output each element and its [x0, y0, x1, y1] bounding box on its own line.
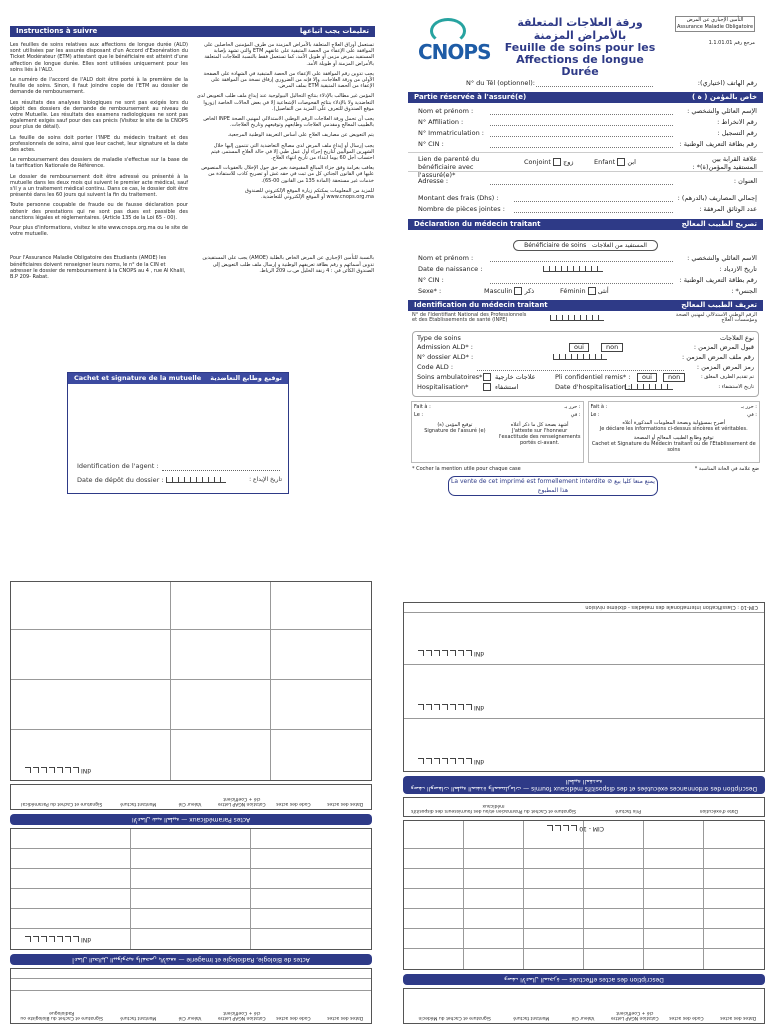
actes-col-code: Code des actes	[669, 1015, 704, 1020]
benef-nom-field[interactable]	[490, 261, 673, 262]
ord-col-signature: Signature et Cachet du Pharmacien et/ou des fournisseurs des dispositifs médicaux	[411, 803, 576, 813]
benef-naissance-boxes[interactable]	[543, 266, 603, 272]
actes-col-montant: Montant facturé	[513, 1015, 550, 1020]
benef-nom-row	[408, 253, 763, 264]
lien-label-ar: علاقة القرابة بين المستفيد والمؤمن(ة)* :	[692, 155, 757, 171]
enfant-option	[594, 157, 636, 168]
pieces-label: Nombre de pièces jointes :	[418, 205, 505, 213]
para-section-title-fr: Actes Paramédicaux	[189, 816, 251, 823]
sale-prohibited-ar: يمنع منعا كليا بيع هذا المطبوع	[537, 478, 655, 494]
date-hosp-boxes[interactable]	[625, 384, 673, 390]
depot-date-boxes[interactable]	[166, 477, 226, 483]
actes-col-cotation: Cotation NGAP Lettre clé + Coefficient	[610, 1010, 659, 1020]
masculin-label-ar: ذكر	[524, 287, 535, 295]
sale-prohibited-fr: La vente de cet imprimé est formellement interdite	[451, 478, 606, 485]
ordonnances-table-header	[404, 802, 764, 814]
benef-nom-label-ar: الاسم العائلي والشخصي :	[687, 254, 757, 262]
bio-col-montant: Montant facturé	[120, 1015, 157, 1020]
tel-row	[408, 78, 763, 89]
bio-section-title-fr: Actes de Biologie, Radiologie et Imagerie	[186, 956, 310, 963]
date-hosp-label-ar: تاريخ الاستشفاء :	[718, 384, 754, 390]
footnote-row	[408, 466, 763, 472]
bio-col-valeur: Valeur Clé	[178, 1015, 202, 1020]
enfant-label-ar: ابن	[627, 158, 636, 166]
type-soins-box	[412, 331, 759, 397]
benef-cin-row	[408, 275, 763, 286]
lien-label: Lien de parenté du bénéficiaire avec l'assuré(e)*	[418, 155, 480, 179]
bio-section-title-ar: أعمال التحاليل البيولوجية والفحص بالأشعة	[72, 956, 177, 963]
code-ald-label-ar: رمز المرض المزمن :	[696, 363, 754, 371]
medecin-signature-box[interactable]	[588, 401, 761, 463]
instruction-ar-5: يتم التعويض عن مصاريف العلاج على أساس التعريفة الوطنية المرجعية.	[227, 132, 374, 139]
ambulatoire-row	[417, 372, 754, 382]
benef-cin-label: N° CIN :	[418, 276, 444, 284]
assure-cin-row	[408, 139, 763, 150]
instruction-fr-5: Le remboursement des dossiers de maladie s'effectue sur la base de la tarification Nationale de Référence.	[10, 157, 188, 170]
agent-label: Identification de l'agent :	[77, 462, 159, 470]
actes-section-title-ar: وصف الأعمال المنجزة	[504, 976, 560, 983]
bio-col-dates: Dates des actes	[327, 1015, 364, 1020]
fait-a-label-med: Fait à :	[590, 404, 608, 410]
ord-dni-label-2: dNI	[474, 704, 485, 711]
ord-dni-label-1: dNI	[474, 758, 485, 765]
form-title	[500, 16, 660, 78]
ident-section-title-fr: Identification du médecin traitant	[414, 301, 548, 309]
code-ald-field[interactable]	[477, 370, 684, 371]
feminin-checkbox[interactable]	[588, 287, 596, 295]
assure-affiliation-label: N° Affiliation :	[418, 118, 464, 126]
instruction-ar-1: تستعمل أوراق العلاج المتعلقة بالأمراض المزمنة من طرف المؤمنين الحاصلين على الموافقة على الإعفاء من الحصة المتبقية على عاتقهم ETM والتي تشهد بإصابة المستفيد بمرض مزمن أو طويل الأمد، كما تستعمل فقط بالنسبة للعلاجات المتعلقة بالأمراض المزمنة أو طويلة الأمد.	[203, 42, 374, 67]
montant-label: Montant des frais (Dhs) :	[418, 194, 499, 202]
back-page-right	[403, 574, 765, 1024]
ord-dni-label-3: dNI	[474, 650, 485, 657]
ident-section-header	[408, 300, 763, 311]
form-title-ar: ورقة العلاجات المتعلقة بالأمراض المزمنة	[517, 16, 643, 42]
assure-section-header	[408, 92, 763, 103]
assure-immatriculation-field[interactable]	[490, 136, 673, 137]
benef-nom-label: Nom et prénom :	[418, 254, 474, 262]
le-label: Le :	[414, 412, 424, 418]
inpe-label: N° de l'Identifiant National des Professionnels et des Etablissements de santé (INPE)	[412, 312, 527, 323]
instruction-fr-6: Le dossier de remboursement doit être adressé ou présenté à la mutuelle dans les deux mois qui suivent le premier acte médical, sauf s'il y a un traitement médical continu. Dans ce cas, le dossier doit être présenté dans les 60 jours qui suivent la fin du traitement.	[10, 173, 188, 199]
assure-nom-row	[408, 106, 763, 117]
assure-signature-box[interactable]	[411, 401, 584, 463]
form-header	[408, 12, 763, 78]
benef-sexe-row	[408, 286, 763, 297]
type-soins-header	[417, 334, 754, 342]
actes-section-title-fr: Description des actes effectués	[569, 976, 664, 983]
instructions-title-fr: Instructions à suivre	[16, 27, 98, 35]
assure-section-title-fr: Partie réservée à l'assuré(e)	[414, 93, 527, 101]
dossier-ald-boxes[interactable]	[553, 354, 607, 360]
code-ald-label: Code ALD :	[417, 363, 454, 371]
type-soins-label: Type de soins	[417, 334, 461, 342]
assure-section-title-ar: خاص بالمؤمن ( ة )	[692, 93, 757, 101]
tel-label: N° du Tél (optionnel):	[466, 79, 535, 87]
tel-label-ar: رقم الهاتف (اختياري):	[697, 79, 757, 87]
ambulatoire-checkbox[interactable]	[483, 373, 491, 381]
bio-dni-label: dNI	[81, 936, 92, 943]
beneficiaire-pill	[513, 240, 658, 251]
assure-immatriculation-label-ar: رقم التسجيل :	[717, 129, 757, 137]
no-sale-icon: ⊘	[607, 478, 613, 485]
signatures-row	[408, 401, 763, 463]
ord-col-prix: Prix facturé	[615, 808, 642, 813]
para-table-header	[11, 795, 371, 807]
bio-col-signature: Signature et Cachet du Biologiste ou Radiologue	[20, 1010, 103, 1020]
assure-nom-label-ar: الإسم العائلي والشخصي :	[687, 107, 757, 115]
para-section-header: Actes Paramédicaux — الأعمال شبه الطبية	[10, 814, 372, 825]
pli-label-ar: تم تقديم الظرف المغلق :	[700, 374, 754, 380]
hospitalisation-label: Hospitalisation*	[417, 383, 469, 391]
bio-dni-field[interactable]	[25, 936, 91, 943]
adresse-label-ar: العنوان :	[733, 177, 757, 185]
benef-naissance-row	[408, 264, 763, 275]
type-soins-label-ar: نوع العلاجات	[719, 334, 754, 342]
instruction-fr-1: Les feuilles de soins relatives aux affections de longue durée (ALD) sont utilisées par les assurés disposant d'un Accord d'Exonération du Ticket Modérateur (ETM) attestant que le bénéficiaire est atteint d'une affection de longue durée. Elles sont utilisées uniquement pour les soins liés à l'ALD.	[10, 42, 188, 73]
assure-affiliation-label-ar: رقم الانخراط :	[717, 118, 757, 126]
sig-assure-ar: توقيع المؤمن (ة)	[437, 422, 473, 428]
instruction-fr-2: Le numéro de l'accord de l'ALD doit être porté à la première de la feuille de soins. Sinon, il faut joindre copie de l'ETM au dossier de demande de remboursement.	[10, 77, 188, 96]
medecin-section-title-fr: Déclaration du médecin traitant	[414, 220, 541, 228]
instruction-fr-7: Toute personne coupable de fraude ou de fausse déclaration pour obtenir des prestations qui ne sont pas dues est passible des sanctions légales et réglementaires. (Article 135 de la Loi 65 - 00).	[10, 202, 188, 221]
instruction-ar-2: يجب تدوين رقم الموافقة على الإعفاء من الحصة المتبقية في الشهادة على الصفحة الأولى من ورقة العلاجات، وإلا فإنه من الضروري إرفاق نسخة من الموافقة على الإعفاء من الحصة المتبقية ETM بملف المرض.	[203, 70, 374, 90]
instruction-ar-4: يجب أن تحمل ورقة العلاجات الرقم الوطني الاستدلالي لمهنيي الصحة INPE الخاص بالطبيب المعالج ومقدمي العلاجات وطابعهم وتوقيعهم وتاريخ العلاجات.	[203, 116, 374, 129]
declare-fr: Je déclare les informations ci-dessus sincères et véritables.	[599, 426, 748, 432]
depot-label: Date de dépôt du dossier :	[77, 476, 164, 484]
masculin-option	[484, 286, 534, 297]
instructions-section	[10, 26, 375, 280]
montant-label-ar: إجمالي المصاريف (بالدرهم) :	[677, 194, 757, 202]
back-page-left	[10, 574, 372, 1024]
inpe-label-ar: الرقم الوطني الاستدلالي لمهنيي الصحة ومؤسسات العلاج	[675, 312, 757, 323]
ambulatoire-label-ar: علاجات خارجية	[495, 373, 536, 381]
instruction-ar-3: المؤمن غير مطالب بالإدلاء بنتائج التحاليل البيولوجية عند إيداع ملف طلب التعويض لدى التعاضدية ولا بالإدلاء بنتائج الفحوصات الإشعاعية إلا في بعض الحالات الخاصة (زوروا موقع الصندوق للتعرف على المزيد من التفاصيل).	[196, 93, 374, 112]
sale-prohibited-notice	[448, 476, 658, 496]
para-table	[10, 784, 372, 810]
form-title-fr: Feuille de soins pour les Affections de longue Durée	[504, 41, 656, 78]
assure-immatriculation-label: N° Immatriculation :	[418, 129, 484, 137]
adresse-label: Adresse :	[418, 177, 449, 185]
amoe-note	[10, 255, 375, 280]
instruction-fr-8: Pour plus d'informations, visitez le site www.cnops.org.ma ou le site de votre mutuelle.	[10, 225, 188, 238]
actes-grid	[403, 820, 765, 970]
montant-row	[408, 193, 763, 204]
cachet-med-ar: توقيع وطابع الطبيب المعالج أو المصحة	[633, 435, 714, 441]
assure-affiliation-row	[408, 117, 763, 128]
cnops-logo-text: CNOPS	[418, 40, 491, 64]
ord-dni-field-1[interactable]	[418, 758, 484, 765]
amoe-note-fr: Pour l'Assurance Maladie Obligatoire des Etudiants (AMOE) les bénéficiaires doivent renseigner leurs noms, le n° de la CIN et adresser le dossier de remboursement à la CNOPS au 4 , rue Al Khalil, B.P 209- Rabat.	[10, 255, 186, 281]
feminin-option	[560, 286, 609, 297]
depot-label-ar: تاريخ الإيداع :	[249, 476, 282, 483]
le-label-ar: في :	[570, 412, 581, 418]
hospitalisation-label-ar: استشفاء	[495, 383, 519, 391]
para-col-montant: Montant facturé	[120, 801, 157, 806]
fait-a-label-med-ar: حرر بـ :	[741, 404, 757, 410]
instruction-fr-4: La feuille de soins doit porter l'INPE du médecin traitant et des professionnels de soins, ainsi que leur cachet, leur signature et la date des actes.	[10, 134, 188, 154]
pieces-field[interactable]	[514, 212, 673, 213]
actes-table	[403, 988, 765, 1024]
feminin-label: Féminin	[560, 287, 586, 295]
pli-non[interactable]: non	[663, 373, 685, 382]
mutuelle-stamp-title-fr: Cachet et signature de la mutuelle	[74, 374, 202, 382]
cnops-logo	[414, 18, 494, 68]
admission-oui[interactable]: oui	[569, 343, 589, 352]
instructions-title-ar: تعليمات يجب اتباعها	[299, 27, 369, 35]
bio-col-cotation: Cotation NGAP Lettre clé + Coefficient	[217, 1010, 266, 1020]
conjoint-label: Conjoint	[524, 158, 551, 166]
mutuelle-stamp-header	[68, 373, 288, 384]
montant-field[interactable]	[514, 201, 673, 202]
instruction-ar-7: يعاقب بغرامة وفق جزاء المبالغ المقبوضة بغير حق حول الإخلال بالعقوبات المنصوص عليها في القانون الجنائي كل من ثبت في حقه غش أو تصريح كاذب للاستفادة من خدمات غير مستحقة (المادة 135 من القانون 00-65).	[201, 165, 374, 184]
fait-a-label-ar: حرر بـ :	[564, 404, 581, 410]
actes-table-header	[404, 1009, 764, 1021]
assure-cin-field[interactable]	[490, 147, 673, 148]
attest-ar: أشهد بصحة كل ما ذكر أعلاه	[510, 422, 569, 428]
agent-field[interactable]	[162, 470, 280, 471]
ord-dni-field-3[interactable]	[418, 650, 484, 657]
date-hosp-label: Date d'hospitalisation :	[555, 383, 631, 391]
form-body	[408, 78, 763, 472]
instructions-ar	[196, 42, 374, 241]
hospitalisation-checkbox[interactable]	[483, 383, 491, 391]
enfant-checkbox[interactable]	[617, 158, 625, 166]
code-ald-row	[417, 362, 754, 372]
tel-field[interactable]	[536, 86, 653, 87]
inpe-row	[408, 311, 763, 325]
actes-col-signature: Signature et Cachet du Médecin	[418, 1015, 491, 1020]
inpe-boxes[interactable]	[550, 315, 604, 321]
amo-stamp-fr: Assurance Maladie Obligatoire	[676, 24, 754, 30]
form-code: 1.1.01.01 مرجع رقم	[708, 40, 755, 46]
benef-sexe-label: Sexe* :	[418, 287, 442, 295]
admission-row	[417, 342, 754, 352]
feminin-label-ar: أنثى	[597, 287, 609, 295]
instructions-fr	[10, 42, 188, 241]
mutuelle-stamp-title-ar: توقيع وطابع التعاضدية	[210, 374, 282, 382]
benef-sexe-label-ar: الجنس* :	[731, 287, 757, 295]
benef-naissance-label: Date de naissance :	[418, 265, 483, 273]
benef-cin-label-ar: رقم بطاقة التعريف الوطنية :	[679, 276, 757, 284]
dossier-ald-label-ar: رقم ملف المرض المزمن :	[682, 353, 754, 361]
declare-ar: أصرح بمسؤولية وبصحة المعلومات المذكورة أعلاه	[622, 420, 726, 426]
instruction-ar-6: يجب إرسال أو إيداع ملف المرض لدى مصالح التعاضدية التي تنتمون إليها خلال الشهرين المواليين لتاريخ إجراء أول عمل طبي إلا في حالة العلاج المستمر، فيتم احتساب أجل 60 يوما ابتداء من تاريخ انتهاء العلاج.	[210, 142, 374, 162]
para-section-title-ar: الأعمال شبه الطبية	[131, 816, 180, 823]
ordonnances-table	[403, 797, 765, 817]
conjoint-checkbox[interactable]	[553, 158, 561, 166]
adresse-field[interactable]	[490, 184, 673, 185]
assure-nom-label: Nom et prénom :	[418, 107, 474, 115]
amo-stamp	[675, 16, 755, 32]
amo-stamp-ar: التأمين الإجباري عن المرض	[686, 17, 744, 23]
para-dni-block	[10, 581, 372, 781]
cachet-med-fr: Cachet et Signature du Médecin traitant ou de l'Etablissement de soins	[591, 441, 756, 453]
pli-label: Pli confidentiel remis* :	[555, 373, 631, 381]
benef-cin-field[interactable]	[490, 283, 673, 284]
ord-col-exec: Date d'exécution	[699, 808, 738, 813]
admission-non[interactable]: non	[601, 343, 623, 352]
instruction-fr-3: Les résultats des analyses biologiques ne sont pas exigés lors du dépôt des dossiers de demande de remboursement au niveau de votre Mutuelle. Les résultats des examens radiologiques ne sont pas également exigés sauf pour des cas précis (Visitez le site de la CNOPS pour plus de détail).	[10, 99, 188, 131]
ordonnances-dni-block	[403, 602, 765, 772]
fait-a-label: Fait à :	[414, 404, 431, 410]
para-col-code: Code des actes	[276, 801, 311, 806]
mutuelle-stamp-box	[67, 372, 289, 494]
ambulatoire-label: Soins ambulatoires*	[417, 373, 483, 381]
le-label-med-ar: في :	[747, 412, 757, 418]
bio-col-code: Code des actes	[276, 1015, 311, 1020]
benef-naissance-label-ar: تاريخ الازدياد :	[719, 265, 757, 273]
ident-section-title-ar: تعريف الطبيب المعالج	[681, 301, 757, 309]
admission-label-ar: قبول المرض المزمن :	[693, 343, 754, 351]
pieces-row	[408, 204, 763, 215]
pli-oui[interactable]: oui	[637, 373, 657, 382]
para-dni-label: dNI	[81, 767, 92, 774]
medecin-section-header	[408, 219, 763, 230]
cim-note: CIM-10 : Classification internationale des maladies - dixième révision	[585, 604, 758, 611]
footnote-coche-ar: * ضع علامة في الخانة المناسبة	[694, 466, 759, 472]
bio-section-header: Actes de Biologie, Radiologie et Imagerie — أعمال التحاليل البيولوجية والفحص بالأشعة	[10, 954, 372, 965]
assure-nom-field[interactable]	[490, 114, 673, 115]
beneficiaire-pill-ar: المستفيد من العلاجات	[591, 242, 647, 249]
actes-col-valeur: Valeur Clé	[571, 1015, 595, 1020]
masculin-label: Masculin	[484, 287, 513, 295]
cim-field[interactable]	[547, 825, 604, 832]
assure-cin-label-ar: رقم بطاقة التعريف الوطنية :	[679, 140, 757, 148]
bio-table	[10, 968, 372, 1024]
le-label-med: Le :	[590, 412, 600, 418]
conjoint-option	[524, 157, 574, 168]
para-dni-field[interactable]	[25, 767, 91, 774]
bio-table-header	[11, 1009, 371, 1021]
ordonnances-section-title-ar: وصف الوصفات الطبية المنفذة والمستلزمات الطبية المقدمة	[410, 778, 603, 792]
instructions-header	[10, 26, 375, 37]
lien-row	[408, 152, 763, 179]
medecin-section-title-ar: تصريح الطبيب المعالج	[681, 220, 757, 228]
bio-dni-block	[10, 828, 372, 950]
para-col-cotation: Cotation NGAP Lettre clé + Coefficient	[217, 796, 266, 806]
beneficiaire-pill-fr: Bénéficiaire de soins	[524, 242, 587, 249]
pieces-label-ar: عدد الوثائق المرفقة :	[699, 205, 757, 213]
enfant-label: Enfant	[594, 158, 616, 166]
dossier-ald-row	[417, 352, 754, 362]
footnote-coche-fr: * Cocher la mention utile pour chaque case	[412, 466, 521, 472]
dossier-ald-label: N° dossier ALD* :	[417, 353, 474, 361]
ordonnances-section-header: Description des ordonnances exécutées et des dispositifs médicaux fournis — وصف الوصفات الطبية المنفذة والمستلزمات الطبية المقدمة	[403, 776, 765, 794]
admission-label: Admission ALD* :	[417, 343, 473, 351]
instruction-ar-8: للمزيد من المعلومات يمكنكم زيارة الموقع الإلكتروني للصندوق www.cnops.org.ma أو الموقع الإلكتروني للتعاضدية.	[245, 187, 374, 201]
conjoint-label-ar: زوج	[563, 158, 574, 166]
beneficiaire-pill-row	[408, 232, 763, 251]
masculin-checkbox[interactable]	[514, 287, 522, 295]
sig-assure-fr: Signature de l'assuré (e)	[424, 428, 486, 434]
ord-dni-field-2[interactable]	[418, 704, 484, 711]
actes-section-header: Description des actes effectués — وصف الأعمال المنجزة	[403, 974, 765, 985]
adresse-row	[408, 176, 763, 187]
hospitalisation-row	[417, 382, 754, 392]
cim-label: CIM - 10	[579, 825, 604, 832]
assure-cin-label: N° CIN :	[418, 140, 444, 148]
para-col-dates: Dates des actes	[327, 801, 364, 806]
assure-immatriculation-row	[408, 128, 763, 139]
para-col-valeur: Valeur Clé	[178, 801, 202, 806]
attest-fr: J'atteste sur l'honneur l'exactitude des renseignements portés ci-avant.	[498, 428, 581, 446]
amoe-note-ar: بالنسبة للتأمين الإجباري عن المرض الخاص بالطلبة (AMOE) يجب على المستفيدين تدوين أسمائهم و رقم بطاقة تعريفهم الوطنية و إرسال ملف طلب التعويض إلى الصندوق الكائن في : 4 زنقة الخليل ص.ب 209 الرباط.	[202, 255, 374, 274]
actes-col-dates: Dates des actes	[720, 1015, 757, 1020]
ordonnances-section-title-fr: Description des ordonnances exécutées et des dispositifs médicaux fournis	[531, 785, 758, 792]
para-col-signature: Signature et Cachet du Paramédical	[21, 801, 103, 806]
assure-affiliation-field[interactable]	[490, 125, 673, 126]
